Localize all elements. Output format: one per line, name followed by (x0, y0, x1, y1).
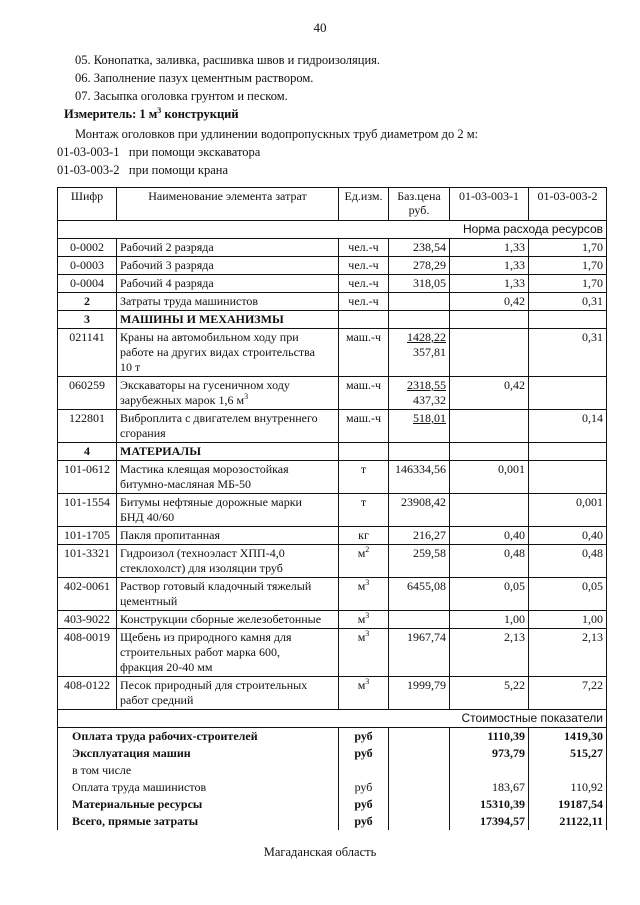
resource-unit: чел.-ч (339, 257, 389, 275)
machine-row (58, 377, 607, 410)
resource-name (117, 527, 339, 545)
empty-cell (389, 311, 450, 329)
resource-code: 402-0061 (58, 578, 117, 611)
resource-unit: маш.-ч (339, 329, 389, 377)
resource-price: 216,27 (389, 527, 450, 545)
resource-name: Рабочий 4 разряда (117, 275, 339, 293)
resource-price (389, 611, 450, 629)
resource-name: Рабочий 2 разряда (117, 239, 339, 257)
total-name: Материальные ресурсы (58, 796, 339, 813)
resource-price: 6455,08 (389, 578, 450, 611)
section-4-header (58, 443, 607, 461)
price-wage: 437,32 (413, 393, 446, 407)
norm-value-1: 1,00 (450, 611, 529, 629)
header-col1: 01-03-003-1 (450, 188, 529, 221)
empty-cell (529, 311, 607, 329)
total-value-1 (450, 762, 529, 779)
header-col2: 01-03-003-2 (529, 188, 607, 221)
norm-value-2: 1,70 (529, 275, 607, 293)
material-row (58, 494, 607, 527)
intro-line-06: 06. Заполнение пазух цементным раствором. (75, 71, 314, 85)
unit-text: м (357, 546, 366, 560)
resource-price (389, 293, 450, 311)
resource-unit: чел.-ч (339, 239, 389, 257)
total-name: Оплата труда машинистов (58, 779, 339, 796)
header-unit: Ед.изм. (339, 188, 389, 221)
resource-code: 101-3321 (58, 545, 117, 578)
name-line: 10 т (120, 360, 141, 374)
resource-price: 318,05 (389, 275, 450, 293)
resource-code: 408-0122 (58, 677, 117, 710)
name-line: битумно-масляная МБ-50 (120, 477, 251, 491)
total-name: Всего, прямые затраты (58, 813, 339, 830)
total-unit: руб (339, 779, 389, 796)
resource-unit (339, 461, 389, 494)
resource-unit: маш.-ч (339, 410, 389, 443)
norm-value-1: 1,33 (450, 275, 529, 293)
name-line: Конструкции сборные железобетонные (120, 612, 322, 626)
resource-price: 259,58 (389, 545, 450, 578)
resource-code: 021141 (58, 329, 117, 377)
norm-value-1: 0,42 (450, 293, 529, 311)
resource-unit: чел.-ч (339, 275, 389, 293)
total-value-1: 973,79 (450, 745, 529, 762)
material-row (58, 461, 607, 494)
resource-name: Рабочий 3 разряда (117, 257, 339, 275)
name-line: Экскаваторы на гусеничном ходу (120, 378, 290, 392)
name-line: цементный (120, 594, 178, 608)
resource-code: 060259 (58, 377, 117, 410)
norm-value-1: 1,33 (450, 239, 529, 257)
resource-norms-table (57, 187, 607, 830)
labor-row (58, 257, 607, 275)
norm-value-2: 0,05 (529, 578, 607, 611)
resource-name (117, 611, 339, 629)
total-row (58, 796, 607, 813)
name-line: Гидроизол (техноэласт ХПП-4,0 (120, 546, 285, 560)
resource-name (117, 629, 339, 677)
total-value-2: 19187,54 (529, 796, 607, 813)
norm-value-2: 1,00 (529, 611, 607, 629)
resource-name (117, 494, 339, 527)
resource-price: 146334,56 (389, 461, 450, 494)
material-row (58, 677, 607, 710)
resource-code: 101-1705 (58, 527, 117, 545)
norm-section-label: Норма расхода ресурсов (58, 221, 607, 239)
name-line: работе на других видах строительства (120, 345, 315, 359)
total-value-2: 1419,30 (529, 728, 607, 746)
name-line: фракция 20-40 мм (120, 660, 213, 674)
section-number: 2 (58, 293, 117, 311)
total-value-2 (529, 762, 607, 779)
unit-superscript: 2 (365, 545, 370, 554)
name-line: Песок природный для строительных (120, 678, 308, 692)
resource-code: 101-0612 (58, 461, 117, 494)
total-price (389, 745, 450, 762)
norm-value-1 (450, 329, 529, 377)
material-row (58, 578, 607, 611)
total-unit: руб (339, 813, 389, 830)
name-line: стеклохолст) для изоляции труб (120, 561, 283, 575)
resource-name (117, 329, 339, 377)
empty-cell (529, 443, 607, 461)
unit-text: м (357, 630, 366, 644)
norm-value-2 (529, 377, 607, 410)
resource-unit: маш.-ч (339, 377, 389, 410)
resource-name (117, 677, 339, 710)
norm-value-1 (450, 410, 529, 443)
resource-code: 0-0004 (58, 275, 117, 293)
total-value-1: 17394,57 (450, 813, 529, 830)
resource-price: 1999,79 (389, 677, 450, 710)
norm-value-1: 0,40 (450, 527, 529, 545)
resource-unit (339, 629, 389, 677)
name-line: Краны на автомобильном ходу при (120, 330, 299, 344)
unit-superscript: 3 (365, 611, 370, 620)
unit-text: т (360, 462, 367, 476)
resource-name (117, 377, 339, 410)
norm-value-1: 0,48 (450, 545, 529, 578)
norm-value-2: 1,70 (529, 239, 607, 257)
norm-value-2: 7,22 (529, 677, 607, 710)
total-row (58, 779, 607, 796)
unit-superscript: 3 (244, 392, 249, 401)
name-line: Пакля пропитанная (120, 528, 221, 542)
total-value-2: 110,92 (529, 779, 607, 796)
unit-text: кг (358, 528, 369, 542)
empty-cell (339, 443, 389, 461)
total-unit (339, 762, 389, 779)
resource-unit (339, 578, 389, 611)
unit-text: м (357, 678, 366, 692)
total-price (389, 762, 450, 779)
resource-unit (339, 545, 389, 578)
task-description: Монтаж оголовков при удлинении водопропускных труб диаметром до 2 м: (75, 127, 479, 141)
total-name: в том числе (58, 762, 339, 779)
resource-price (389, 377, 450, 410)
resource-name (117, 410, 339, 443)
total-unit: руб (339, 745, 389, 762)
table-header-row (58, 188, 607, 221)
material-row (58, 527, 607, 545)
page-number: 40 (313, 20, 327, 35)
code-line-1: 01-03-003-1 при помощи экскаватора (57, 145, 261, 159)
resource-price: 238,54 (389, 239, 450, 257)
code-line-2: 01-03-003-2 при помощи крана (57, 163, 229, 177)
price-total: 1428,22 (407, 330, 446, 344)
material-row (58, 611, 607, 629)
norm-value-2: 2,13 (529, 629, 607, 677)
resource-name (117, 545, 339, 578)
labor-row (58, 239, 607, 257)
norm-value-1 (450, 494, 529, 527)
price-total: 518,01 (413, 411, 446, 425)
resource-price: 1967,74 (389, 629, 450, 677)
resource-code: 101-1554 (58, 494, 117, 527)
resource-unit (339, 494, 389, 527)
name-line: зарубежных марок 1,6 м (120, 393, 245, 407)
unit-text: м (357, 612, 366, 626)
resource-unit (339, 677, 389, 710)
resource-name (117, 578, 339, 611)
name-line: БНД 40/60 (120, 510, 175, 524)
resource-code: 408-0019 (58, 629, 117, 677)
norm-value-1: 0,05 (450, 578, 529, 611)
region-footer: Магаданская область (263, 845, 377, 859)
resource-unit (339, 527, 389, 545)
total-name: Оплата труда рабочих-строителей (58, 728, 339, 746)
norm-value-2: 1,70 (529, 257, 607, 275)
resource-code: 403-9022 (58, 611, 117, 629)
total-value-2: 515,27 (529, 745, 607, 762)
name-line: строительных работ марка 600, (120, 645, 280, 659)
resource-price: 278,29 (389, 257, 450, 275)
norm-value-1: 0,001 (450, 461, 529, 494)
total-value-1: 1110,39 (450, 728, 529, 746)
norm-value-2: 0,40 (529, 527, 607, 545)
name-line: Битумы нефтяные дорожные марки (120, 495, 302, 509)
name-line: сгорания (120, 426, 166, 440)
cost-section-label: Стоимостные показатели (58, 710, 607, 728)
unit-text: т (360, 495, 367, 509)
intro-line-05: 05. Конопатка, заливка, расшивка швов и гидроизоляция. (75, 53, 381, 67)
empty-cell (389, 443, 450, 461)
section-3-header (58, 311, 607, 329)
material-row (58, 545, 607, 578)
name-line: работ средний (120, 693, 194, 707)
norm-value-1: 1,33 (450, 257, 529, 275)
section-number: 3 (58, 311, 117, 329)
norm-value-2: 0,48 (529, 545, 607, 578)
name-line: Виброплита с двигателем внутреннего (120, 411, 318, 425)
norm-value-1: 2,13 (450, 629, 529, 677)
unit-superscript: 3 (365, 578, 370, 587)
resource-price (389, 329, 450, 377)
machine-row (58, 410, 607, 443)
name-line: Раствор готовый кладочный тяжелый (120, 579, 312, 593)
norm-value-1: 0,42 (450, 377, 529, 410)
total-value-1: 183,67 (450, 779, 529, 796)
name-line: Щебень из природного камня для (120, 630, 292, 644)
resource-unit: чел.-ч (339, 293, 389, 311)
resource-price (389, 410, 450, 443)
empty-cell (339, 311, 389, 329)
price-total: 2318,55 (407, 378, 446, 392)
unit-superscript: 3 (365, 629, 370, 638)
total-price (389, 728, 450, 746)
total-row (58, 728, 607, 746)
total-name: Эксплуатация машин (58, 745, 339, 762)
resource-name: Затраты труда машинистов (117, 293, 339, 311)
total-price (389, 779, 450, 796)
empty-cell (450, 443, 529, 461)
total-value-2: 21122,11 (529, 813, 607, 830)
intro-line-07: 07. Засыпка оголовка грунтом и песком. (75, 89, 288, 103)
empty-cell (450, 311, 529, 329)
header-shifr: Шифр (58, 188, 117, 221)
unit-superscript: 3 (365, 677, 370, 686)
norm-value-2: 0,14 (529, 410, 607, 443)
norm-value-2: 0,31 (529, 329, 607, 377)
labor-row (58, 275, 607, 293)
header-name: Наименование элемента затрат (117, 188, 339, 221)
total-price (389, 796, 450, 813)
resource-code: 0-0003 (58, 257, 117, 275)
machinists-row (58, 293, 607, 311)
norm-value-2: 0,31 (529, 293, 607, 311)
section-number: 4 (58, 443, 117, 461)
resource-code: 0-0002 (58, 239, 117, 257)
material-row (58, 629, 607, 677)
norm-value-2: 0,001 (529, 494, 607, 527)
total-unit: руб (339, 796, 389, 813)
norm-value-2 (529, 461, 607, 494)
resource-code: 122801 (58, 410, 117, 443)
measure-unit-line: Измеритель: 1 $м^3$ конструкций (64, 105, 239, 121)
total-unit: руб (339, 728, 389, 746)
name-line: Мастика клеящая морозостойкая (120, 462, 289, 476)
resource-name (117, 461, 339, 494)
section-title: МАШИНЫ И МЕХАНИЗМЫ (117, 311, 339, 329)
total-row (58, 745, 607, 762)
resource-unit (339, 611, 389, 629)
total-row (58, 762, 607, 779)
resource-price: 23908,42 (389, 494, 450, 527)
norm-value-1: 5,22 (450, 677, 529, 710)
header-price: Баз.цена руб. (389, 188, 450, 221)
total-value-1: 15310,39 (450, 796, 529, 813)
unit-text: м (357, 579, 366, 593)
price-wage: 357,81 (413, 345, 446, 359)
machine-row (58, 329, 607, 377)
total-row (58, 813, 607, 830)
section-title: МАТЕРИАЛЫ (117, 443, 339, 461)
total-price (389, 813, 450, 830)
